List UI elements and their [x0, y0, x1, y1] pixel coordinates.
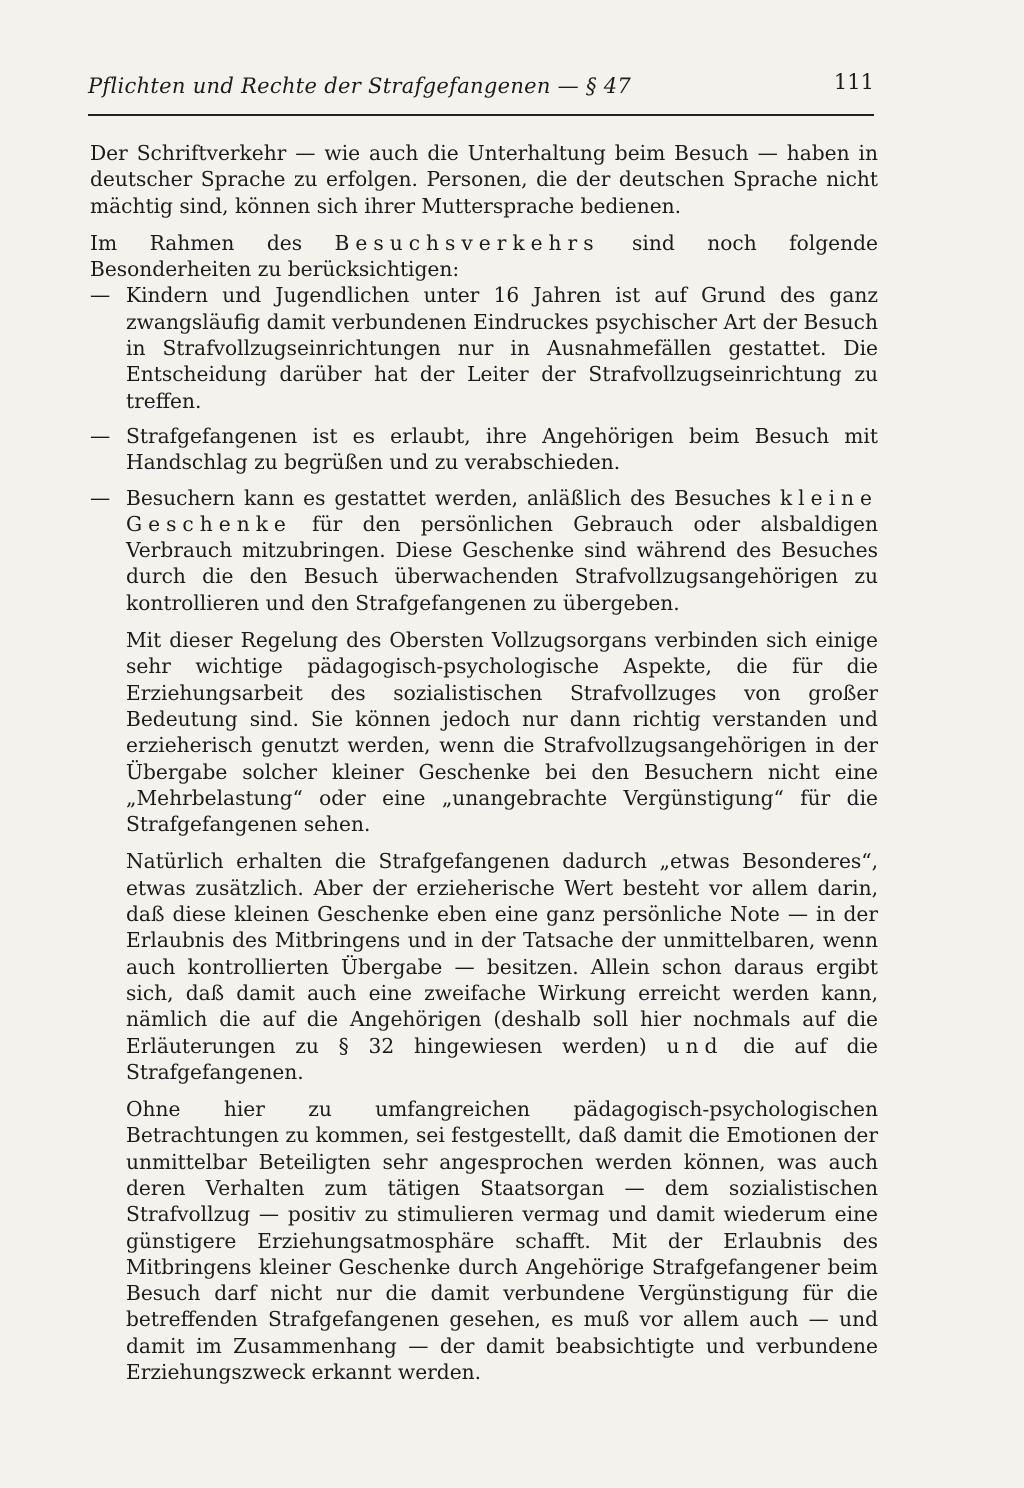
- paragraph-visit-intro-start: Im Rahmen des: [90, 230, 335, 255]
- list-item-children: [90, 282, 878, 413]
- page-number: 111: [833, 70, 874, 94]
- emphasis-und: und: [666, 1033, 724, 1058]
- list-item-handshake: [90, 423, 878, 476]
- page-body: [90, 140, 878, 1396]
- paragraph-emotions: Ohne hier zu umfangreichen pädagogisch-psychologischen Betrachtungen zu kommen, sei festgestellt, daß damit die Emotionen der unmittelbar Beteiligten sehr angesprochen werden können, was auch deren Verhalten zum tätigen Staatsorgan — dem sozialistischen Strafvollzug — positiv zu stimulieren vermag und damit wiederum eine günstigere Erziehungsatmosphäre schafft. Mit der Erlaubnis des Mitbringens kleiner Geschenke durch Angehörige Strafgefangener beim Besuch darf nicht nur die damit verbundene Vergünstigung für die betreffenden Strafgefangenen gesehen, es muß vor allem auch — und damit im Zusammenhang — der damit beabsichtigte und verbundene Erziehungszweck erkannt werden.: [126, 1097, 878, 1385]
- paragraph-visit-intro-end: sind noch folgende Besonderheiten zu berücksichtigen:: [90, 230, 878, 282]
- bullet-dash: —: [90, 485, 111, 510]
- paragraph-regulation: Mit dieser Regelung des Obersten Vollzugsorgans verbinden sich einige sehr wichtige pädagogisch-psychologische Aspekte, die für die Erziehungsarbeit des sozialistischen Strafvollzuges von großer Bedeutung sind. Sie können jedoch nur dann richtig verstanden und erzieherisch genutzt werden, wenn die Strafvollzugsangehörigen in der Übergabe solcher kleiner Geschenke bei den Besuchern nicht eine „Mehrbelastung“ oder eine „unangebrachte Vergünstigung“ für die Strafgefangenen sehen.: [126, 628, 878, 837]
- running-head: Pflichten und Rechte der Strafgefangenen — § 47: [88, 74, 632, 98]
- list-item-children-text: Kindern und Jugendlichen unter 16 Jahren ist auf Grund des ganz zwangsläufig damit verbundenen Eindruckes psychischer Art der Besuch in Strafvollzugseinrichtungen nur in Ausnahmefällen gestattet. Die Entscheidung darüber hat der Leiter der Strafvollzugseinrichtung zu treffen.: [126, 283, 878, 413]
- header-rule: [88, 114, 874, 116]
- list-item-gifts: [90, 485, 878, 616]
- page-header: [88, 70, 874, 106]
- paragraph-correspondence: Der Schriftverkehr — wie auch die Unterhaltung beim Besuch — haben in deutscher Sprache zu erfolgen. Personen, die der deutschen Sprache nicht mächtig sind, können sich ihrer Muttersprache bedienen.: [90, 141, 878, 218]
- bullet-dash: —: [90, 423, 111, 448]
- visit-rules-list: [90, 282, 878, 616]
- bullet-dash: —: [90, 283, 111, 308]
- emphasis-besuchsverkehrs: Besuchsverkehrs: [334, 230, 600, 255]
- list-item-gifts-text: [126, 486, 878, 615]
- paragraph-visit-intro: [90, 230, 878, 283]
- list-item-gifts-start: Besuchern kann es gestattet werden, anläßlich des Besuches: [126, 485, 780, 510]
- emphasis-kleine-geschenke: kleine Geschenke: [126, 485, 878, 536]
- paragraph-educational-value: [126, 848, 878, 1085]
- list-item-handshake-text: Strafgefangenen ist es erlaubt, ihre Angehörigen beim Besuch mit Handschlag zu begrüßen und zu verabschieden.: [126, 423, 878, 475]
- list-item-gifts-end: für den persönlichen Gebrauch oder alsbaldigen Verbrauch mitzubringen. Diese Geschenke sind während des Besuches durch die den Besuch überwachenden Strafvollzugsangehörigen zu kontrollieren und den Strafgefangenen zu übergeben.: [126, 511, 878, 615]
- paragraph-educational-value-end: die auf die Strafgefangenen.: [126, 1033, 878, 1084]
- paragraph-educational-value-start: Natürlich erhalten die Strafgefangenen dadurch „etwas Besonderes“, etwas zusätzlich. Aber der erzieherische Wert besteht vor allem darin, daß diese kleinen Geschenke eben eine ganz persönliche Note — in der Erlaubnis des Mitbringens und in der Tatsache der unmittelbaren, wenn auch kontrollierten Übergabe — besitzen. Allein schon daraus ergibt sich, daß damit auch eine zweifache Wirkung erreicht werden kann, nämlich die auf die Angehörigen (deshalb soll hier nochmals auf die Erläuterungen zu § 32 hingewiesen werden): [126, 849, 878, 1058]
